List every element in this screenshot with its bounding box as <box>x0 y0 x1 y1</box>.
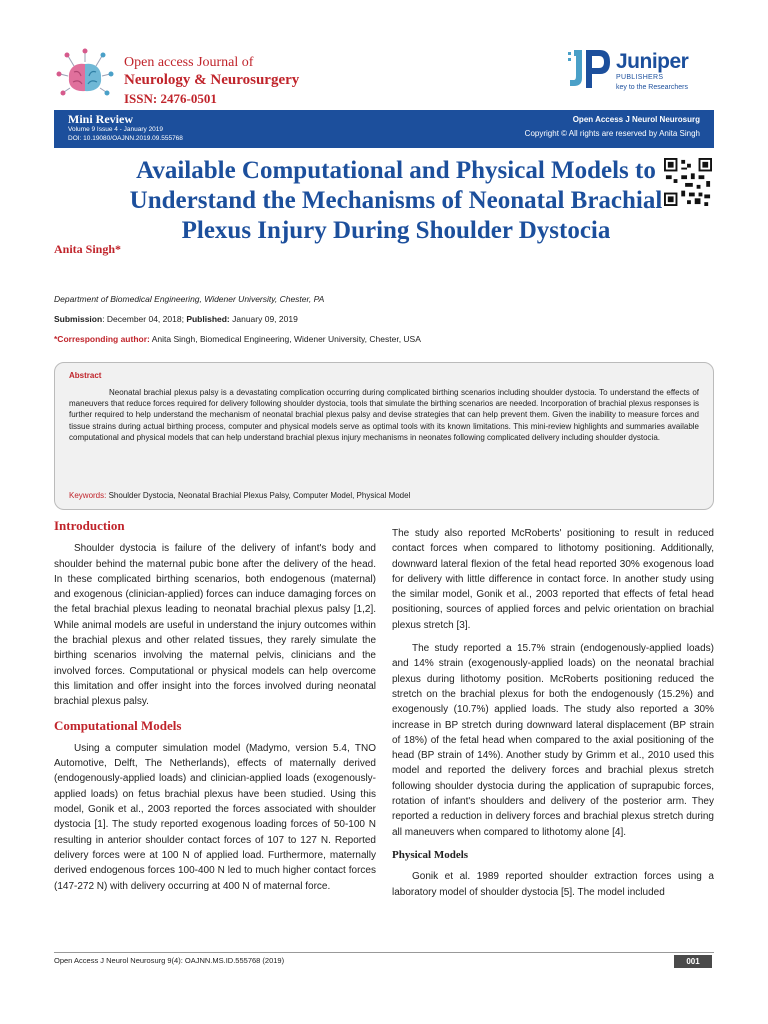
body-column-left <box>54 518 376 902</box>
footer-citation: Open Access J Neurol Neurosurg 9(4): OAJNN.MS.ID.555768 (2019) <box>54 956 285 965</box>
right-paragraph-2: The study reported a 15.7% strain (endogenously-applied loads) and 14% strain (exogenously-applied loads) on the neonatal brachial plexus during lithotomy position. McRoberts positioning reduced the stretch on the brachial plexus for both the endogenously (15.2%) and exogenously (10.7%) applied loads. The study also reported a 30% increase in BP stretch during downward lateral displacement (BP strain of 18%) of the fetal head when compared to the axial positioning of the head (BP strain of 14%). Another study by Grimm et al., 2010 used this model and reported the delivery forces and brachial plexus stretch following shoulder dystocia during the application of suprapubic forces, rotation of infant's shoulders and delivery of the posterior arm. They reported a reduction in delivery forces and brachial plexus stretch during all maneuvers when compared to lithotomy alone [4]. <box>392 643 714 838</box>
publisher-sub: PUBLISHERS <box>616 74 664 81</box>
brain-logo-icon <box>54 46 116 108</box>
doi: DOI: 10.19080/OAJNN.2019.09.555768 <box>68 135 183 142</box>
corresponding-label: *Corresponding author: <box>54 334 150 344</box>
computational-paragraph: Using a computer simulation model (Madymo, version 5.4, TNO Automotive, Delft, The Netherlands), effects of maternally derived (endogenously-applied loads) and clinician-applied loads (exogenously-applied loads) on fetus brachial plexus have been studied. Using this model, Gonik et al., 2003 reported the forces associated with shoulder dystocia [1]. The study reported exogenous loading forces of 50-100 N resulting in anterior shoulder contact forces of 107 to 127 N. Reported delivery forces were at 100 N of applied load. Furthermore, maternally derived endogenous forces 100-400 N led to much higher contact forces (147-272 N) with delivery occurring at 400 N of maternal force. <box>54 742 376 892</box>
corresponding-text: Anita Singh, Biomedical Engineering, Widener University, Chester, USA <box>149 334 421 344</box>
keywords <box>69 491 410 500</box>
submission-date: : December 04, 2018; <box>102 314 184 324</box>
publisher-name: Juniper <box>616 50 689 73</box>
qr-code-icon[interactable] <box>664 158 712 206</box>
journal-masthead <box>124 54 299 107</box>
corresponding-author <box>54 334 421 344</box>
article-info-band <box>54 110 714 148</box>
volume-issue: Volume 9 Issue 4 - January 2019 <box>68 126 164 133</box>
copyright: Copyright © All rights are reserved by Anita Singh <box>524 129 700 138</box>
publisher-tagline: key to the Researchers <box>616 84 688 91</box>
author-name: Anita Singh* <box>54 242 122 256</box>
right-paragraph-1: The study also reported McRoberts' positioning to result in reduced contact forces when compared to lithotomy positioning. Additionally, downward lateral flexion of the fetal head reported 30% exogenous load for delivery with little difference in contact force. In another study using the similar model, Gonik et al., 2003 reported that effects of fetal head positioning, sources of applied forces and pelvic orientation on brachial plexus stretch [3]. <box>392 528 714 631</box>
affiliation: Department of Biomedical Engineering, Widener University, Chester, PA <box>54 294 325 304</box>
submission-dates <box>54 314 298 324</box>
intro-paragraph: Shoulder dystocia is failure of the delivery of infant's body and shoulder behind the maternal pubic bone after the delivery of the head. In these complicated birthing scenarios, both endogenous (maternal) and exogenous (clinician-applied) forces can induce damaging forces on the fetal brachial plexus leading to neonatal brachial plexus palsy [1,2]. While animal models are useful in understand the injury outcomes within the brachial plexus and other related tissues, they rarely simulate the birthing scenarios involving the maternal pelvis, clinicians and the involved forces. Computational or physical models can help overcome this limitation and offer insight into the forces involved during neonatal brachial plexus palsy. <box>54 543 376 708</box>
physical-paragraph: Gonik et al. 1989 reported shoulder extraction forces using a laboratory model of shoulder dystocia [5]. The model included <box>392 871 714 898</box>
abstract-text: Neonatal brachial plexus palsy is a devastating complication occurring during complicated birthing scenarios including shoulder dystocia. To understand the effects of maneuvers that reduce forces required for delivery following shoulder dystocia, tools that simulate the birthing scenarios are needed. Incorporation of brachial plexus responses is further required to help understand the mechanism of neonatal brachial plexus palsy and devise strategies that can help prevent them. Given the inability to measure forces and tissue strains during actual birthing process, computer and physical models serve as optimal tools with its known limitations. This mini-review highlights and summaries available computational and physical models that can help understand brachial plexus injury mechanisms in neonates following complicated delivery including shoulder dystocia. <box>69 388 699 442</box>
page-number: 001 <box>674 955 712 968</box>
keywords-label: Keywords: <box>69 491 107 500</box>
journal-name: Neurology & Neurosurgery <box>124 72 300 88</box>
body-column-right <box>392 526 714 908</box>
juniper-jp-icon <box>566 46 612 92</box>
section-heading-computational: Computational Models <box>54 717 182 733</box>
publisher-logo <box>566 46 716 96</box>
footer-divider <box>54 952 714 953</box>
abstract-heading: Abstract <box>69 371 102 380</box>
published-date: January 09, 2019 <box>229 314 298 324</box>
journal-line1: Open access Journal of <box>124 55 254 70</box>
article-type: Mini Review <box>68 112 133 126</box>
keywords-text: Shoulder Dystocia, Neonatal Brachial Plexus Palsy, Computer Model, Physical Model <box>106 491 411 500</box>
section-heading-introduction: Introduction <box>54 518 125 533</box>
journal-abbreviation: Open Access J Neurol Neurosurg <box>572 115 700 124</box>
abstract-box <box>54 362 714 510</box>
journal-issn: ISSN: 2476-0501 <box>124 91 217 106</box>
article-title: Available Computational and Physical Models to Understand the Mechanisms of Neonatal Brachial Plexus Injury During Shoulder Dystocia <box>129 157 663 244</box>
section-heading-physical: Physical Models <box>392 848 469 861</box>
submission-label: Submission <box>54 314 103 324</box>
published-label: Published: <box>186 314 230 324</box>
